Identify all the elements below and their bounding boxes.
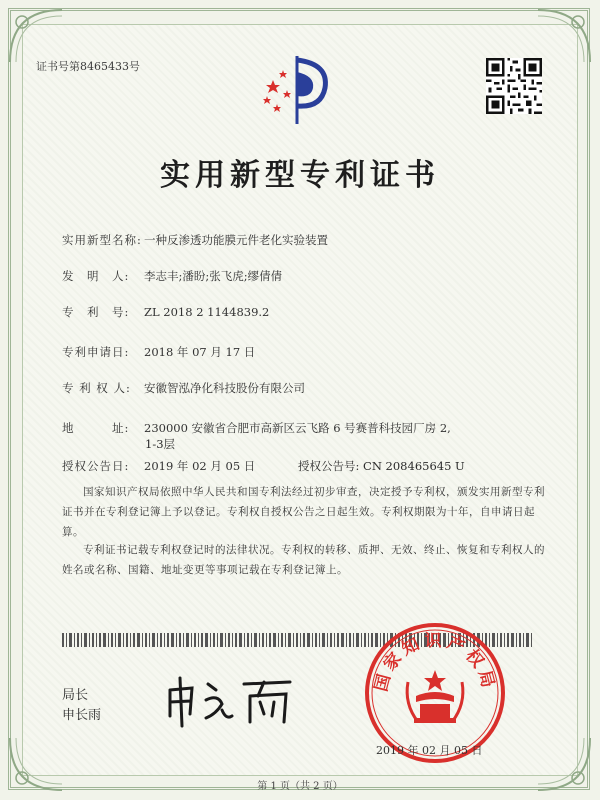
field-application-date <box>62 344 255 360</box>
field-address <box>62 420 451 436</box>
field-grant-number <box>298 458 465 474</box>
page-number: 第 1 页（共 2 页） <box>257 781 343 792</box>
field-value: 2019 年 02 月 05 日 <box>144 459 256 473</box>
official-title: 局长 <box>62 688 89 703</box>
field-value: 安徽智泓净化科技股份有限公司 <box>144 381 305 395</box>
certificate-number: 证书号第8465433号 <box>36 60 140 73</box>
field-label: 地 址: <box>62 421 130 435</box>
field-label: 实用新型名称: <box>62 233 142 247</box>
field-patentee <box>62 380 305 396</box>
corner-ornament-icon <box>6 6 66 66</box>
corner-ornament-icon <box>534 6 594 66</box>
field-label: 发 明 人: <box>62 269 130 283</box>
field-address-line2: 1-3层 <box>145 437 176 451</box>
field-inventors <box>62 268 282 284</box>
official-signature-block <box>62 686 101 726</box>
field-utility-model-name <box>62 232 328 248</box>
field-label: 授权公告日: <box>62 459 130 473</box>
paragraph-grant-notice: 国家知识产权局依照中华人民共和国专利法经过初步审查，决定授予专利权，颁发实用新型专利证书并在专利登记簿上予以登记。专利权自授权公告之日起生效。专利权期限为十年，自申请日起算。 <box>62 486 545 538</box>
field-value: 230000 安徽省合肥市高新区云飞路 6 号赛普科技园厂房 2, <box>144 421 451 435</box>
field-value: 2018 年 07 月 17 日 <box>144 345 256 359</box>
handwritten-signature <box>160 670 300 730</box>
official-name: 申长雨 <box>62 708 102 723</box>
seal-text: 国家知识产权局 <box>371 631 499 694</box>
field-value: 一种反渗透功能膜元件老化实验装置 <box>144 233 328 247</box>
qr-code <box>486 58 542 114</box>
seal-date: 2019 年 02 月 05 日 <box>376 744 483 757</box>
cnipa-logo-icon <box>253 50 333 130</box>
field-patent-number <box>62 304 269 320</box>
field-label: 专利申请日: <box>62 345 130 359</box>
field-label: 专 利 权 人: <box>62 381 131 395</box>
certificate-title: 实用新型专利证书 <box>160 158 440 193</box>
paragraph-legal-status: 专利证书记载专利权登记时的法律状况。专利权的转移、质押、无效、终止、恢复和专利权人的姓名或名称、国籍、地址变更等事项记载在专利登记簿上。 <box>62 544 545 576</box>
field-value: CN 208465645 U <box>363 459 465 473</box>
field-value: ZL 2018 2 1144839.2 <box>144 305 270 319</box>
field-label: 专 利 号: <box>62 305 130 319</box>
field-grant-date <box>62 458 255 474</box>
field-label: 授权公告号: <box>298 459 360 473</box>
field-value: 李志丰;潘盼;张飞虎;缪倩倩 <box>144 269 283 283</box>
